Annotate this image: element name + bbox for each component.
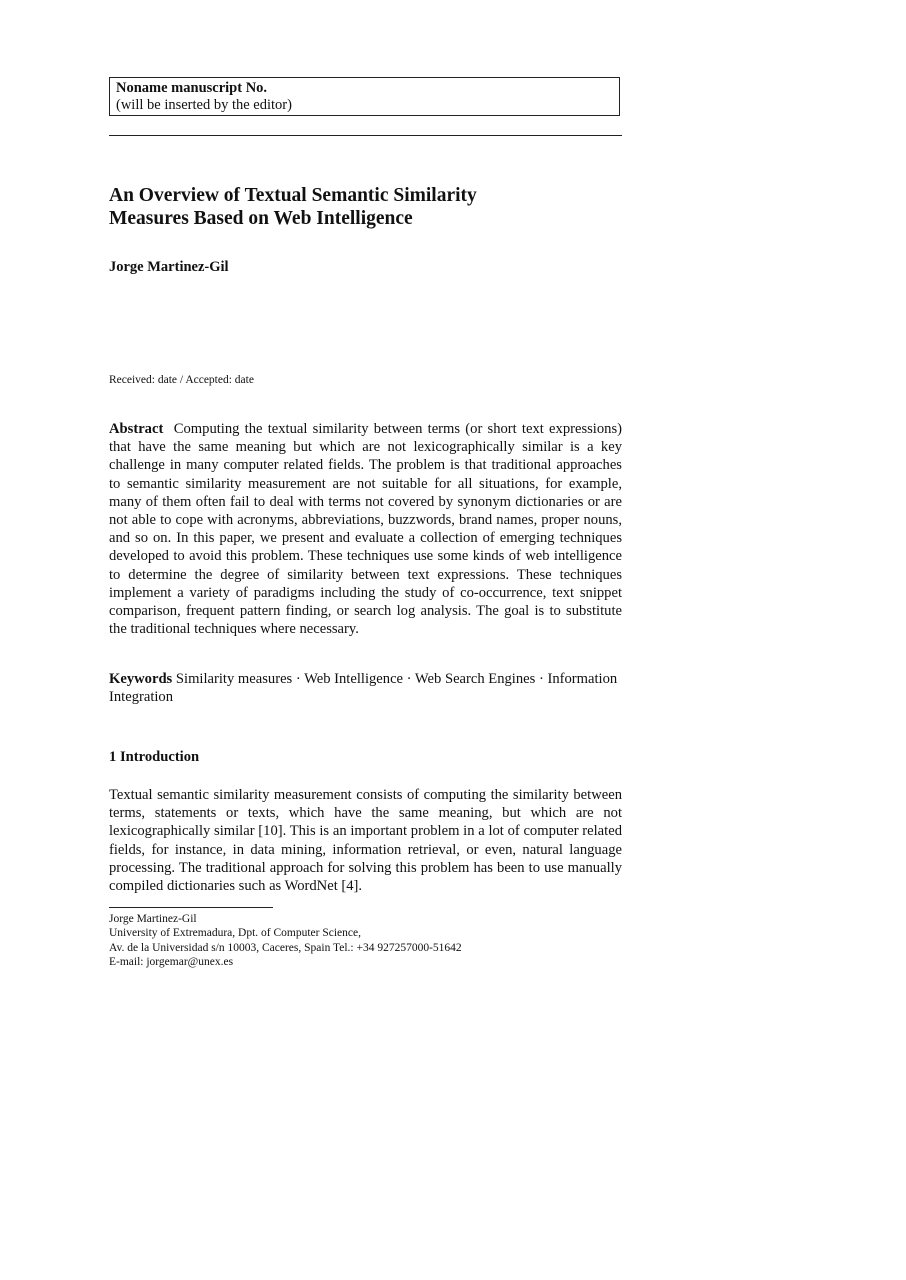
keywords-label: Keywords	[109, 671, 173, 687]
section-heading-introduction: 1 Introduction	[109, 749, 200, 765]
keywords	[109, 670, 622, 706]
title-line-2: Measures Based on Web Intelligence	[109, 208, 413, 229]
author-name: Jorge Martinez-Gil	[109, 259, 229, 275]
manuscript-label: Noname manuscript No.	[116, 80, 268, 96]
introduction-text: Textual semantic similarity measurement consists of computing the similarity between terms, statements or texts, which have the same meaning, but which are not lexicographically similar [10]. This is an important problem in a lot of computer related fields, for instance, in data mining, information retrieval, or even, natural language processing. The traditional approach for solving this problem has been to use manually compiled dictionaries such as WordNet [4].	[109, 787, 622, 895]
footnote-rule	[109, 907, 273, 908]
abstract-text: Computing the textual similarity between terms (or short text expressions) that have the same meaning but which are not lexicographically similar is a key challenge in many computer related fields. The problem is that traditional approaches to semantic similarity measurement are not suitable for all situations, for example, many of them often fail to deal with terms not covered by synonym dictionaries or are not able to cope with acronyms, abbreviations, buzzwords, brand names, proper nouns, and so on. In this paper, we present and evaluate a collection of emerging techniques developed to avoid this problem. These techniques use some kinds of web intelligence to determine the degree of similarity between text expressions. These techniques implement a variety of paradigms including the study of co-occurrence, text snippet comparison, frequent pattern finding, or search log analysis. The goal is to substitute the traditional techniques where necessary.	[109, 421, 622, 638]
footnote-address: Av. de la Universidad s/n 10003, Caceres, Spain Tel.: +34 927257000-51642	[109, 941, 462, 954]
abstract-label: Abstract	[109, 421, 164, 437]
keywords-text: Similarity measures · Web Intelligence · Web Search Engines · Information Integration	[109, 671, 618, 706]
received-date: Received: date / Accepted: date	[109, 374, 254, 386]
manuscript-box	[109, 77, 620, 116]
title-line-1: An Overview of Textual Semantic Similarity	[109, 185, 477, 206]
paper-title	[109, 184, 622, 230]
header-rule	[109, 135, 622, 136]
footnote-name: Jorge Martinez-Gil	[109, 913, 197, 925]
footnote-affiliation: University of Extremadura, Dpt. of Computer Science,	[109, 927, 361, 940]
abstract	[109, 420, 622, 638]
author-footnote	[109, 912, 622, 969]
footnote-email: E-mail: jorgemar@unex.es	[109, 955, 234, 968]
editor-note: (will be inserted by the editor)	[116, 97, 292, 113]
